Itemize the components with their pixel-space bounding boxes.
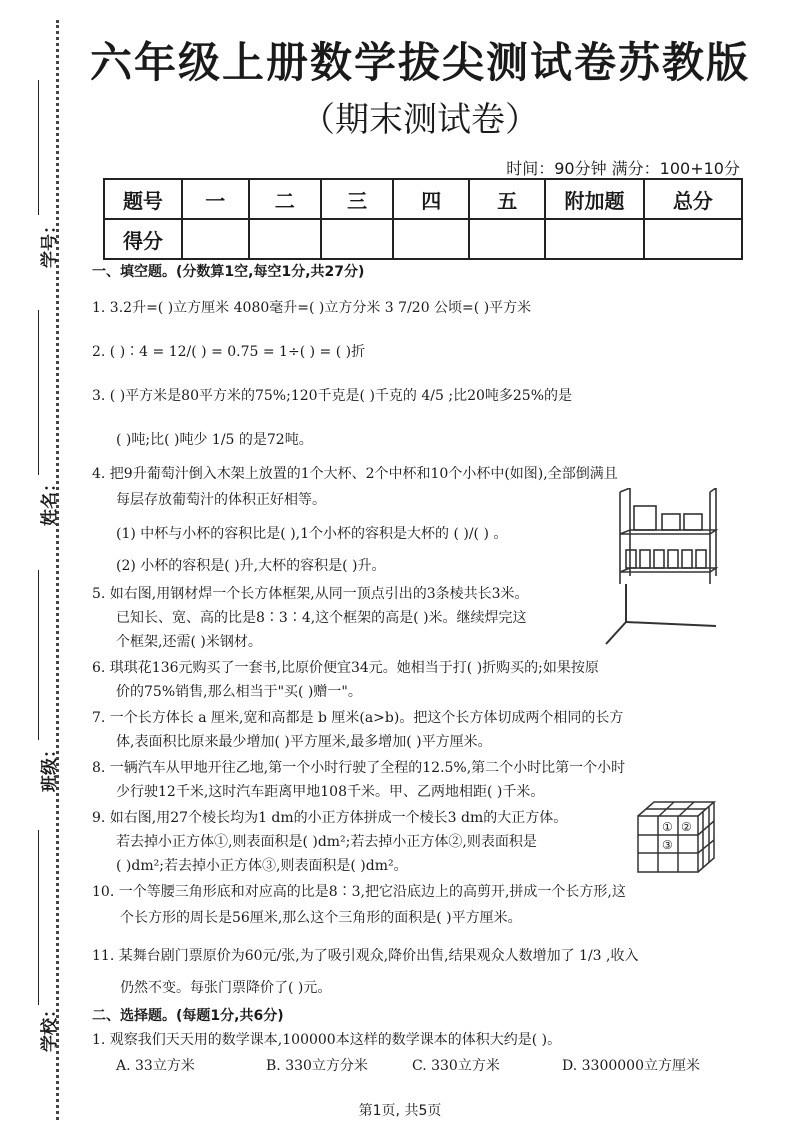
question-2: 2. ( )∶4 = 12/( ) = 0.75 = 1÷( ) = ( )折 xyxy=(92,344,366,360)
class-line[interactable] xyxy=(38,570,39,740)
question-4-part2: (2) 小杯的容积是( )升,大杯的容积是( )升。 xyxy=(116,558,386,574)
question-5-line3: 个框架,还需( )米钢材。 xyxy=(116,634,262,650)
name-line[interactable] xyxy=(38,310,39,475)
name-label: 姓名： xyxy=(40,475,60,526)
choice-option-c: C. 330立方米 xyxy=(412,1058,500,1074)
score-cell: 四 xyxy=(393,179,469,219)
page-footer: 第1页, 共5页 xyxy=(358,1103,442,1119)
question-10-line2: 个长方形的周长是56厘米,那么这个三角形的面积是( )平方厘米。 xyxy=(120,910,522,926)
score-input-cell[interactable] xyxy=(545,219,643,259)
steel-frame-figure xyxy=(604,582,720,652)
choice-option-a: A. 33立方米 xyxy=(116,1058,195,1074)
cup-shelf-figure xyxy=(612,488,718,588)
choice-question-1: 1. 观察我们天天用的数学课本,100000本这样的数学课本的体积大约是( )。 xyxy=(92,1032,562,1048)
question-9-line1: 9. 如右图,用27个棱长均为1 dm的小正方体拼成一个棱长3 dm的大正方体。 xyxy=(92,810,568,826)
question-11-line2: 仍然不变。每张门票降价了( )元。 xyxy=(120,980,332,996)
section2-heading: 二、选择题。(每题1分,共6分) xyxy=(92,1008,284,1024)
question-11-line1: 11. 某舞台剧门票原价为60元/张,为了吸引观众,降价出售,结果观众人数增加了 1/3 ,收入 xyxy=(92,948,639,964)
score-cell: 总分 xyxy=(644,179,742,219)
question-3-line1: 3. ( )平方米是80平方米的75%;120千克是( )千克的 4/5 ;比20吨多25%的是 xyxy=(92,388,573,404)
cube-label-3: ③ xyxy=(662,838,673,852)
score-input-cell[interactable] xyxy=(249,219,321,259)
binding-strip xyxy=(0,0,62,1132)
school-label: 学校： xyxy=(40,1001,60,1052)
score-input-cell[interactable] xyxy=(644,219,742,259)
choice-option-b: B. 330立方分米 xyxy=(266,1058,368,1074)
question-4-line2: 每层存放葡萄汁的体积正好相等。 xyxy=(116,492,326,508)
question-5-line1: 5. 如右图,用钢材焊一个长方体框架,从同一顶点引出的3条棱共长3米。 xyxy=(92,586,529,602)
question-5-line2: 已知长、宽、高的比是8∶3∶4,这个框架的高是( )米。继续焊完这 xyxy=(116,610,527,626)
school-line[interactable] xyxy=(38,830,39,1005)
score-cell: 题号 xyxy=(104,179,182,219)
score-input-cell[interactable] xyxy=(393,219,469,259)
question-7-line2: 体,表面积比原来最少增加( )平方厘米,最多增加( )平方厘米。 xyxy=(116,734,492,750)
page-title: 六年级上册数学拔尖测试卷苏教版 xyxy=(89,38,750,87)
score-input-cell[interactable] xyxy=(182,219,249,259)
class-label: 班级： xyxy=(40,741,60,792)
student-id-label: 学号： xyxy=(40,217,60,268)
page-subtitle: （期末测试卷） xyxy=(301,100,539,140)
binding-dash-line xyxy=(56,20,59,1120)
question-4-line1: 4. 把9升葡萄汁倒入木架上放置的1个大杯、2个中杯和10个小杯中(如图),全部倒满且 xyxy=(92,466,618,482)
question-3-line2: ( )吨;比( )吨少 1/5 的是72吨。 xyxy=(116,432,313,448)
score-cell: 五 xyxy=(469,179,545,219)
score-cell: 得分 xyxy=(104,219,182,259)
score-cell: 二 xyxy=(249,179,321,219)
score-input-cell[interactable] xyxy=(469,219,545,259)
question-10-line1: 10. 一个等腰三角形底和对应高的比是8∶3,把它沿底边上的高剪开,拼成一个长方形,这 xyxy=(92,884,626,900)
question-1: 1. 3.2升=( )立方厘米 4080毫升=( )立方分米 3 7/20 公顷=( )平方米 xyxy=(92,300,532,316)
question-6-line1: 6. 琪琪花136元购买了一套书,比原价便宜34元。她相当于打( )折购买的;如果按原 xyxy=(92,660,599,676)
question-4-part1: (1) 中杯与小杯的容积比是( ),1个小杯的容积是大杯的 ( )/( ) 。 xyxy=(116,526,508,542)
section1-heading: 一、填空题。(分数算1空,每空1分,共27分) xyxy=(92,264,365,280)
score-cell: 一 xyxy=(182,179,249,219)
choice-option-d: D. 3300000立方厘米 xyxy=(562,1058,700,1074)
score-table-score-row xyxy=(104,219,742,259)
score-table xyxy=(103,178,743,260)
question-9-line2: 若去掉小正方体①,则表面积是( )dm²;若去掉小正方体②,则表面积是 xyxy=(116,834,537,850)
cube-figure xyxy=(634,800,720,874)
time-info: 时间：90分钟 满分：100+10分 xyxy=(506,159,740,178)
question-7-line1: 7. 一个长方体长 a 厘米,宽和高都是 b 厘米(a>b)。把这个长方体切成两个相同的长方 xyxy=(92,710,624,726)
question-6-line2: 价的75%销售,那么相当于"买( )赠一"。 xyxy=(116,684,362,700)
score-cell: 附加题 xyxy=(545,179,643,219)
score-cell: 三 xyxy=(321,179,393,219)
question-8-line1: 8. 一辆汽车从甲地开往乙地,第一个小时行驶了全程的12.5%,第二个小时比第一个小时 xyxy=(92,760,626,776)
score-table-header-row xyxy=(104,179,742,219)
score-input-cell[interactable] xyxy=(321,219,393,259)
cube-label-1: ① xyxy=(662,820,673,834)
question-9-line3: ( )dm²;若去掉小正方体③,则表面积是( )dm²。 xyxy=(116,858,408,874)
cube-label-2: ② xyxy=(681,820,692,834)
question-8-line2: 少行驶12千米,这时汽车距离甲地108千米。甲、乙两地相距( )千米。 xyxy=(116,784,545,800)
